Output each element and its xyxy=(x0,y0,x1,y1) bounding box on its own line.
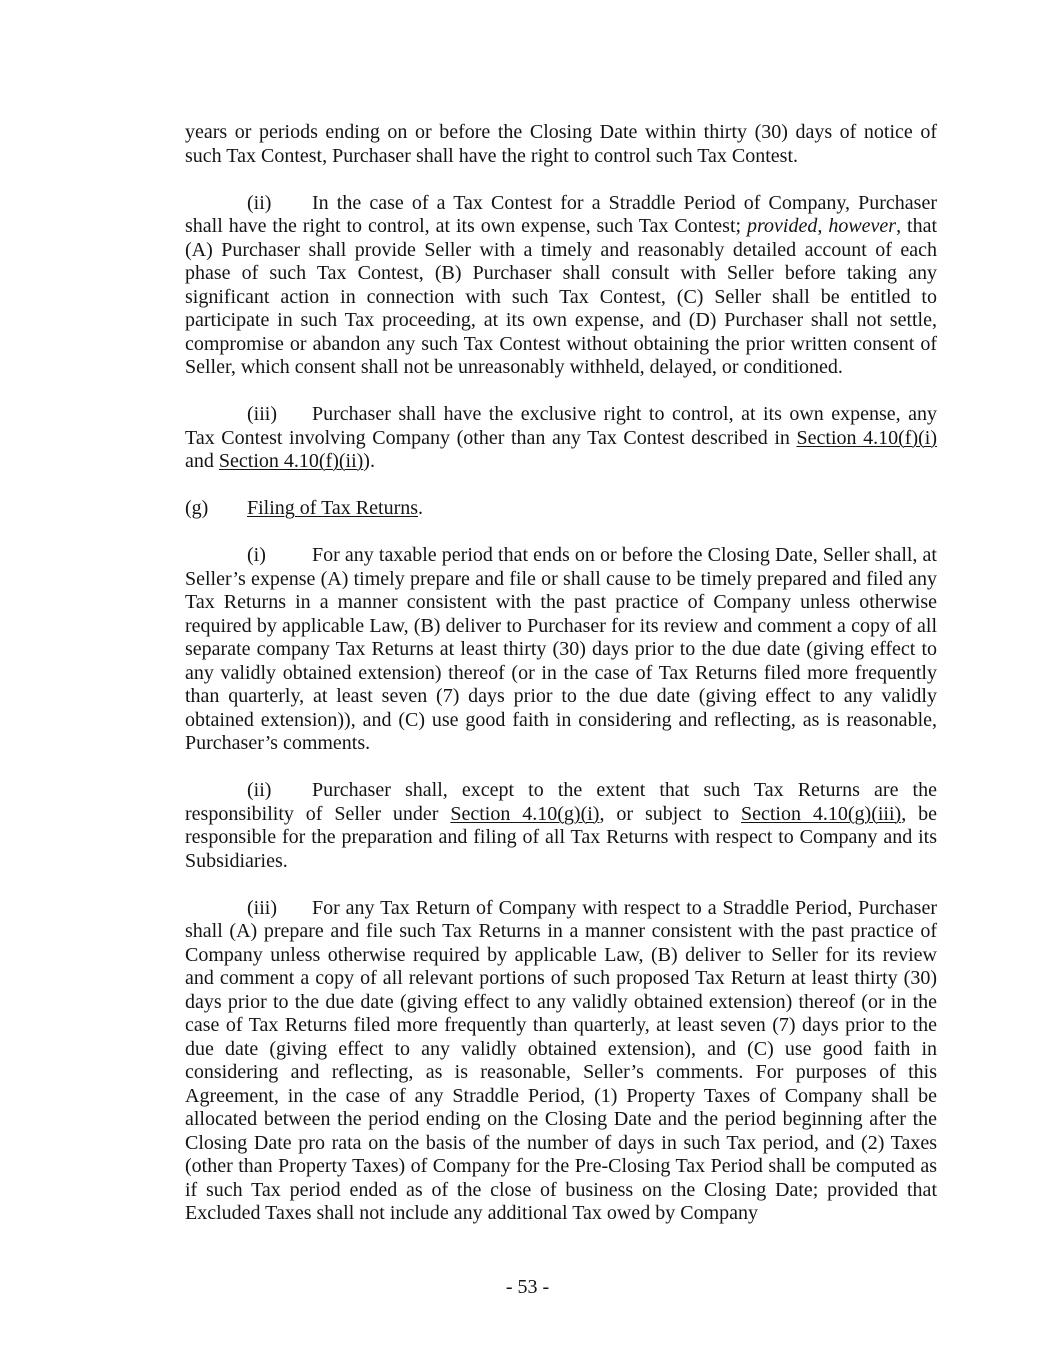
paragraph-tab xyxy=(185,403,312,427)
paragraph-g-i xyxy=(185,544,937,756)
paragraph-g-heading xyxy=(185,497,937,521)
text-run: years or periods ending on or before the Closing Date within thirty (30) days of notice of such Tax Contest, Purchaser shall have the right to control such Tax Contest. xyxy=(185,121,937,167)
paragraph-label: (iii) xyxy=(247,403,277,425)
text-run: , or subject to xyxy=(599,802,741,825)
paragraph-f-iii xyxy=(185,403,937,474)
underlined-reference: Section 4.10(f)(ii) xyxy=(218,450,364,472)
underlined-reference: Section 4.10(f)(i) xyxy=(796,426,937,449)
text-run: For any taxable period that ends on or before the Closing Date, Seller shall, at Seller’s expense (A) timely prepare and file or shall cause to be timely prepared and filed any Tax Returns in a manner consistent with the past practice of Company unless otherwise required by applicable Law, (B) deliver to Purchaser for its review and comment a copy of all separate company Tax Returns at least thirty (30) days prior to the due date (giving effect to any validly obtained extension) thereof (or in the case of Tax Returns filed more frequently than quarterly, at least seven (7) days prior to the due date (giving effect to any validly obtained extension)), and (C) use good faith in considering and reflecting, as is reasonable, Purchaser’s comments. xyxy=(185,544,937,754)
paragraph-g-ii xyxy=(185,779,937,873)
text-run: ). xyxy=(363,450,375,472)
paragraph-tab xyxy=(185,544,312,568)
paragraph-carryover xyxy=(185,121,937,168)
underlined-reference: Section 4.10(g)(i) xyxy=(450,802,600,825)
page-number: - 53 - xyxy=(505,1276,550,1298)
text-run: however xyxy=(828,215,897,237)
text-run: For any Tax Return of Company with respect to a Straddle Period, Purchaser shall (A) prepare and file such Tax Returns in a manner consistent with the past practice of Company unless otherwise required by applicable Law, (B) deliver to Seller for its review and comment a copy of all relevant portions of such proposed Tax Return at least thirty (30) days prior to the due date (giving effect to any validly obtained extension) thereof (or in the case of Tax Returns filed more frequently than quarterly, at least seven (7) days prior to the due date (giving effect to any validly obtained extension), and (C) use good faith in considering and reflecting, as is reasonable, Seller’s comments. For purposes of this Agreement, in the case of any Straddle Period, (1) Property Taxes of Company shall be allocated between the period ending on the Closing Date and the period beginning after the Closing Date pro rata on the basis of the number of days in such Tax period, and (2) Taxes (other than Property Taxes) of Company for the Pre-Closing Tax Period shall be computed as if such Tax period ended as of the close of business on the Closing Date; provided that Excluded Taxes shall not include any additional Tax owed by Company xyxy=(185,896,937,1224)
paragraph-label: (iii) xyxy=(247,896,277,919)
paragraph-tab xyxy=(185,897,312,921)
underlined-reference: Section 4.10(g)(iii) xyxy=(741,802,902,825)
paragraph-tab xyxy=(185,497,247,521)
text-run: provided xyxy=(747,215,818,237)
paragraph-label: (ii) xyxy=(247,191,272,214)
text-run: , be responsible for the preparation and filing of all Tax Returns with respect to Company and its Subsidiaries. xyxy=(185,802,938,872)
text-run: Purchaser shall, except to the extent that such Tax Returns are the responsibility of Seller under xyxy=(185,779,937,825)
paragraph-label: (i) xyxy=(247,544,266,566)
paragraph-g-iii xyxy=(185,897,937,1226)
underlined-reference: Filing of Tax Returns xyxy=(247,497,419,519)
text-run: , xyxy=(817,215,829,237)
paragraph-tab xyxy=(185,779,312,803)
paragraph-tab xyxy=(185,192,312,216)
paragraph-f-ii xyxy=(185,192,937,380)
document-body xyxy=(185,121,937,1249)
paragraph-label: (ii) xyxy=(247,779,272,801)
text-run: . xyxy=(418,497,424,519)
text-run: and xyxy=(185,450,219,472)
paragraph-label: (g) xyxy=(185,497,209,519)
text-run: Purchaser shall have the exclusive right to control, at its own expense, any Tax Contest involving Company (other than any Tax Contest described in xyxy=(185,403,937,449)
text-run: In the case of a Tax Contest for a Straddle Period of Company, Purchaser shall have the right to control, at its own expense, such Tax Contest; xyxy=(185,191,937,237)
text-run: , that (A) Purchaser shall provide Seller with a timely and reasonably detailed account of each phase of such Tax Contest, (B) Purchaser shall consult with Seller before taking any significant action in connection with such Tax Contest, (C) Seller shall be entitled to participate in such Tax proceeding, at its own expense, and (D) Purchaser shall not settle, compromise or abandon any such Tax Contest without obtaining the prior written consent of Seller, which consent shall not be unreasonably withheld, delayed, or conditioned. xyxy=(185,215,938,378)
